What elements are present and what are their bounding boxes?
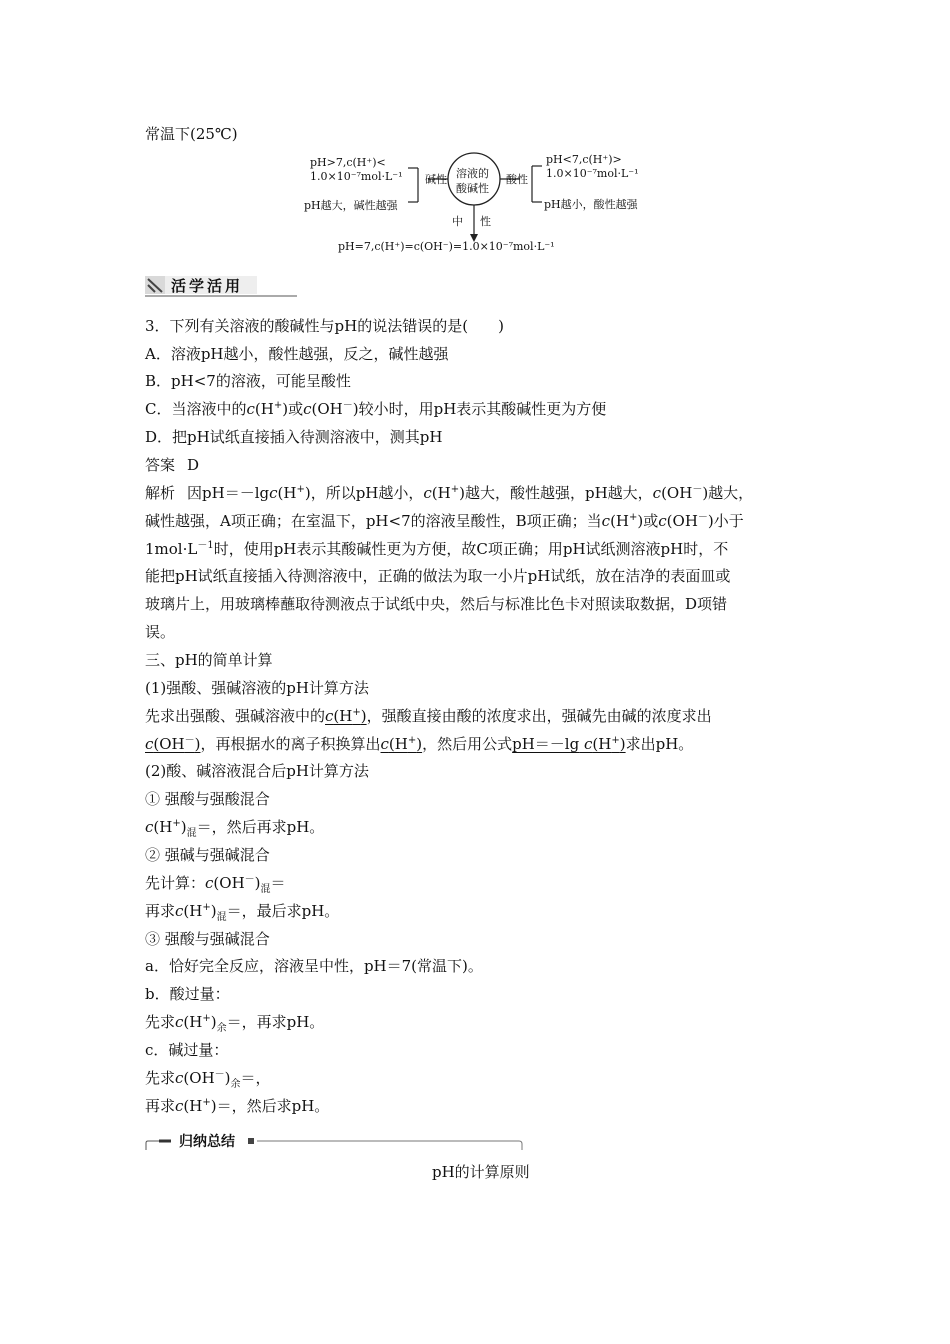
calc-p2: 先求出强酸、强碱溶液中的c(H+)，强酸直接由酸的浓度求出，强碱先由碱的浓度求出 xyxy=(145,707,712,725)
calc-p1: (1)强酸、强碱溶液的pH计算方法 xyxy=(145,679,369,697)
calc-p13: 先求$c(H^+)_余=$，再求pH。 xyxy=(145,1013,325,1034)
left-top-line2: 1.0×10⁻⁷mol·L⁻¹ xyxy=(310,170,403,183)
section-heading xyxy=(145,274,297,298)
center-line2: 酸碱性 xyxy=(456,182,489,195)
right-bottom: pH越小，酸性越强 xyxy=(544,198,638,211)
answer-line: 答案 D xyxy=(145,456,200,474)
right-top-line1: pH<7,c(H⁺)> xyxy=(546,153,622,166)
intro-text: 常温下(25℃) xyxy=(145,125,238,143)
summary-heading xyxy=(145,1135,523,1151)
analysis-line-4: 能把pH试纸直接插入待测溶液中，正确的做法为取一小片pH试纸，放在洁净的表面皿或 xyxy=(145,567,731,585)
bottom-label-2: 性 xyxy=(480,215,491,228)
option-d: D．把pH试纸直接插入待测溶液中，测其pH xyxy=(145,428,443,446)
summary-label: 归纳总结 xyxy=(177,1131,237,1151)
calc-p6: $c(H^+)_混=$，然后再求pH。 xyxy=(145,818,325,839)
bottom-formula: pH=7,c(H⁺)=c(OH⁻)=1.0×10⁻⁷mol·L⁻¹ xyxy=(338,240,555,253)
calc-heading: 三、pH的简单计算 xyxy=(145,651,273,669)
calc-p11: a．恰好完全反应，溶液呈中性，pH＝7(常温下)。 xyxy=(145,957,483,975)
option-b: B．pH<7的溶液，可能呈酸性 xyxy=(145,372,351,390)
calc-p7: ② 强碱与强碱混合 xyxy=(145,846,270,864)
analysis-line-6: 误。 xyxy=(145,623,176,641)
calc-p5: ① 强酸与强酸混合 xyxy=(145,790,270,808)
left-top-line1: pH>7,c(H⁺)< xyxy=(310,156,386,169)
calc-p9: 再求$c(H^+)_混=$，最后求pH。 xyxy=(145,902,340,923)
option-a: A．溶液pH越小，酸性越强，反之，碱性越强 xyxy=(145,345,449,363)
calc-p15: 先求$c(OH^-)_余=$， xyxy=(145,1069,271,1090)
analysis-line-1: 解析 因pH＝－lgc(H+)，所以pH越小，c(H+)越大，酸性越强，pH越大，c(OH－)越大， xyxy=(145,484,754,502)
analysis-line-3: $1mol\cdot L^{-1}$时，使用pH表示其酸碱性更为方便，故C项正确；用pH试纸测溶液pH时，不 xyxy=(145,540,729,558)
calc-p10: ③ 强酸与强碱混合 xyxy=(145,930,270,948)
right-top-line2: 1.0×10⁻⁷mol·L⁻¹ xyxy=(546,167,639,180)
calc-p12: b．酸过量： xyxy=(145,985,230,1003)
summary-title: pH的计算原则 xyxy=(432,1163,530,1181)
left-bottom: pH越大，碱性越强 xyxy=(304,199,398,212)
bottom-label-1: 中 xyxy=(452,215,463,228)
center-line1: 溶液的 xyxy=(456,167,489,180)
analysis-line-5: 玻璃片上，用玻璃棒蘸取待测液点于试纸中央，然后与标准比色卡对照读取数据，D项错 xyxy=(145,595,728,613)
calc-p16: 再求c(H+)＝，然后求pH。 xyxy=(145,1097,330,1115)
section-heading-label: 活学活用 xyxy=(171,277,244,295)
calc-p3: c(OH－)，再根据水的离子积换算出c(H+)，然后用公式pH＝－lg c(H+)求出pH。 xyxy=(145,735,694,753)
calc-p4: (2)酸、碱溶液混合后pH计算方法 xyxy=(145,762,369,780)
left-label: 碱性 xyxy=(425,173,447,186)
analysis-line-2: 碱性越强，A项正确；在室温下，pH<7的溶液呈酸性，B项正确；当c(H+)或c(OH－)小于 xyxy=(145,512,744,530)
option-c: C．当溶液中的c(H+)或c(OH－)较小时，用pH表示其酸碱性更为方便 xyxy=(145,400,607,418)
calc-p14: c．碱过量： xyxy=(145,1041,229,1059)
question-stem: 3．下列有关溶液的酸碱性与pH的说法错误的是( ) xyxy=(145,317,504,335)
calc-p8: 先计算：$c(OH^-)_混=$ xyxy=(145,874,286,895)
right-label: 酸性 xyxy=(506,173,528,186)
